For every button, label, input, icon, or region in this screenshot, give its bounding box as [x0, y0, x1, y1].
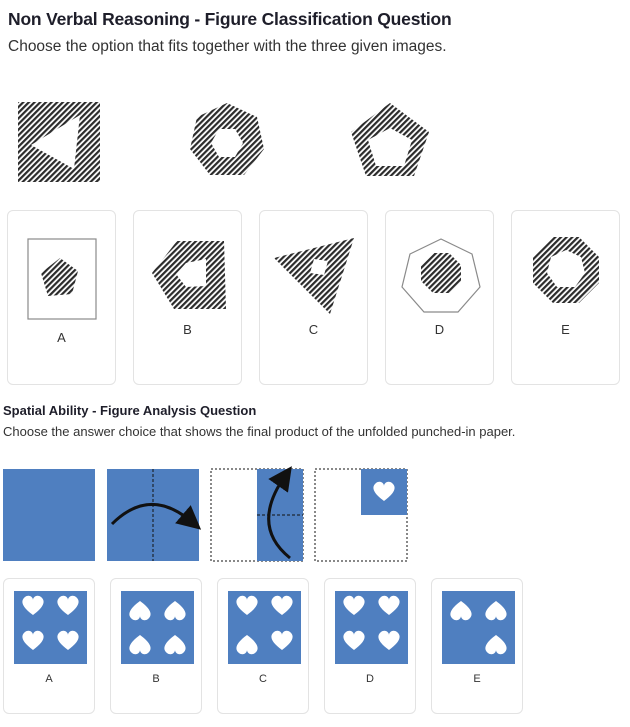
- step-2-fold-horizontal: [107, 469, 199, 561]
- option-d-label: D: [434, 322, 445, 337]
- option-c-label: C: [308, 322, 319, 337]
- option-b-label: B: [183, 322, 192, 337]
- step-4-punch: [315, 469, 407, 561]
- option-card-d[interactable]: [385, 210, 494, 385]
- option-e-label: E: [561, 322, 570, 337]
- figure-analysis-title: Spatial Ability - Figure Analysis Question: [3, 403, 257, 418]
- fold-option-card-b[interactable]: [110, 578, 202, 714]
- fold-option-b-label: B: [152, 673, 160, 685]
- fold-option-e-label: E: [473, 673, 481, 685]
- step-1-paper: [3, 469, 95, 561]
- fold-option-d-figure: [325, 579, 417, 669]
- given-figure-3: [351, 103, 429, 176]
- fold-option-card-d[interactable]: [324, 578, 416, 714]
- fold-option-c-figure: [218, 579, 310, 669]
- option-e-figure: [512, 211, 621, 331]
- fold-option-card-c[interactable]: [217, 578, 309, 714]
- fold-option-b-figure: [111, 579, 203, 669]
- fold-option-card-a[interactable]: [3, 578, 95, 714]
- fold-option-d-label: D: [366, 673, 374, 685]
- option-card-a[interactable]: [7, 210, 116, 385]
- fold-option-e-figure: [432, 579, 524, 669]
- fold-option-a-label: A: [45, 673, 53, 685]
- given-figure-1: [18, 102, 100, 182]
- fold-option-card-e[interactable]: [431, 578, 523, 714]
- option-card-b[interactable]: [133, 210, 242, 385]
- option-card-c[interactable]: [259, 210, 368, 385]
- option-b-figure: [134, 211, 243, 331]
- fold-option-a-figure: [4, 579, 96, 669]
- option-a-figure: [8, 211, 117, 331]
- figure-analysis-instructions: Choose the answer choice that shows the final product of the unfolded punched-in paper.: [3, 424, 516, 439]
- option-card-e[interactable]: [511, 210, 620, 385]
- option-c-figure: [260, 211, 369, 331]
- figure-classification-title: Non Verbal Reasoning - Figure Classification Question: [8, 9, 452, 29]
- folding-steps-row: [0, 466, 630, 566]
- option-a-label: A: [57, 330, 66, 345]
- step-3-fold-vertical: [211, 469, 303, 561]
- option-d-figure: [386, 211, 495, 331]
- fold-option-c-label: C: [259, 673, 267, 685]
- given-figure-2: [190, 103, 264, 175]
- given-figures-row: [0, 90, 630, 200]
- figure-classification-instructions: Choose the option that fits together with the three given images.: [8, 38, 447, 55]
